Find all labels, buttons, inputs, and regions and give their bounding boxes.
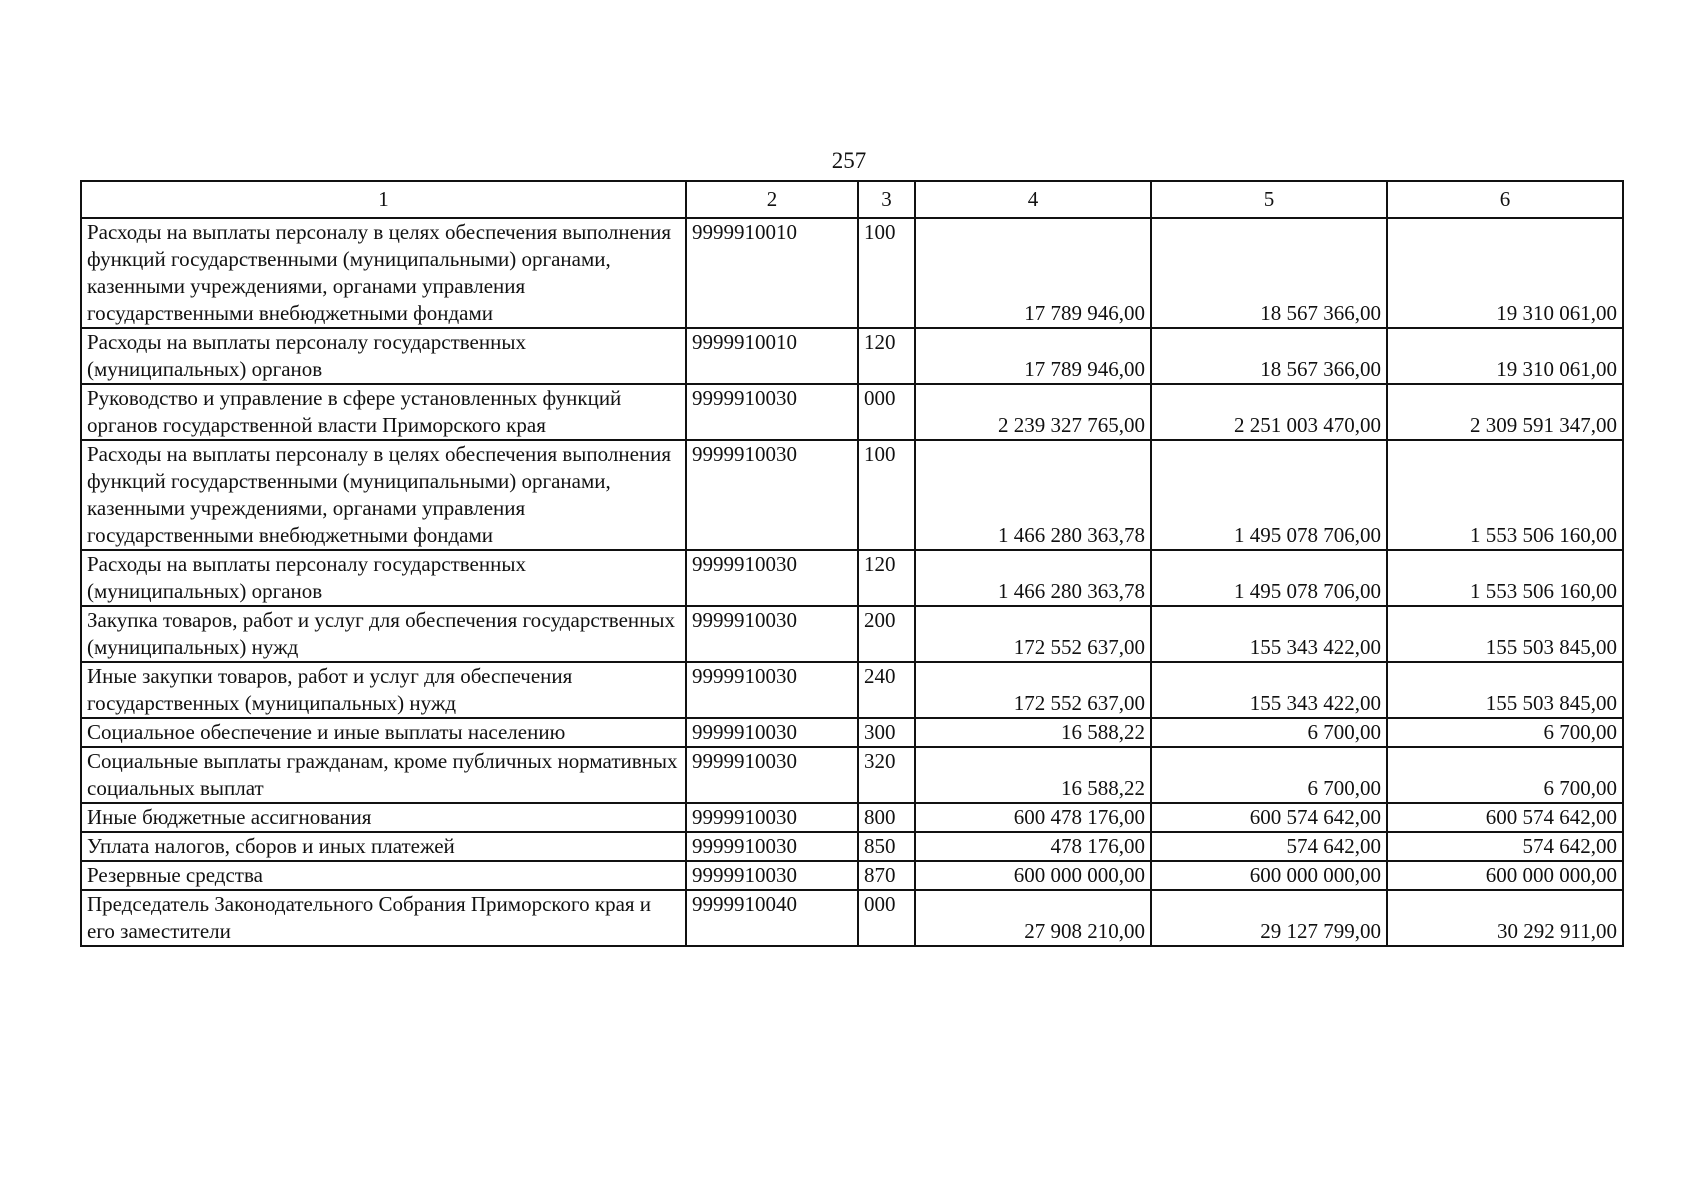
expense-description: Уплата налогов, сборов и иных платежей (81, 832, 686, 861)
table-row (81, 384, 1623, 440)
amount-col-6: 6 700,00 (1387, 718, 1623, 747)
amount-col-4: 478 176,00 (915, 832, 1151, 861)
table-row (81, 747, 1623, 803)
amount-col-6: 6 700,00 (1387, 747, 1623, 803)
expense-type-code: 200 (858, 606, 915, 662)
expense-description: Закупка товаров, работ и услуг для обеспечения государственных (муниципальных) нужд (81, 606, 686, 662)
amount-col-6: 600 000 000,00 (1387, 861, 1623, 890)
expense-type-code: 120 (858, 328, 915, 384)
expense-description: Иные бюджетные ассигнования (81, 803, 686, 832)
target-code: 9999910030 (686, 832, 858, 861)
target-code: 9999910030 (686, 718, 858, 747)
amount-col-4: 27 908 210,00 (915, 890, 1151, 946)
table-body (81, 218, 1623, 946)
expense-type-code: 240 (858, 662, 915, 718)
table-row (81, 803, 1623, 832)
table-row (81, 606, 1623, 662)
expense-type-code: 000 (858, 890, 915, 946)
amount-col-5: 1 495 078 706,00 (1151, 440, 1387, 550)
expense-type-code: 300 (858, 718, 915, 747)
amount-col-6: 19 310 061,00 (1387, 328, 1623, 384)
amount-col-5: 2 251 003 470,00 (1151, 384, 1387, 440)
amount-col-5: 155 343 422,00 (1151, 606, 1387, 662)
expense-type-code: 870 (858, 861, 915, 890)
target-code: 9999910030 (686, 803, 858, 832)
amount-col-5: 6 700,00 (1151, 747, 1387, 803)
amount-col-5: 18 567 366,00 (1151, 218, 1387, 328)
amount-col-4: 17 789 946,00 (915, 218, 1151, 328)
target-code: 9999910030 (686, 606, 858, 662)
table-row (81, 832, 1623, 861)
table-row (81, 662, 1623, 718)
budget-table (80, 180, 1624, 947)
amount-col-6: 1 553 506 160,00 (1387, 550, 1623, 606)
expense-description: Расходы на выплаты персоналу государственных (муниципальных) органов (81, 550, 686, 606)
amount-col-6: 574 642,00 (1387, 832, 1623, 861)
table-row (81, 550, 1623, 606)
expense-type-code: 800 (858, 803, 915, 832)
amount-col-4: 16 588,22 (915, 718, 1151, 747)
amount-col-5: 155 343 422,00 (1151, 662, 1387, 718)
expense-type-code: 320 (858, 747, 915, 803)
table-row (81, 440, 1623, 550)
target-code: 9999910010 (686, 328, 858, 384)
column-header: 3 (858, 181, 915, 218)
target-code: 9999910040 (686, 890, 858, 946)
table-row (81, 218, 1623, 328)
column-header: 6 (1387, 181, 1623, 218)
column-header: 5 (1151, 181, 1387, 218)
expense-description: Расходы на выплаты персоналу в целях обеспечения выполнения функций государственными (муниципальными) органами, казенными учреждениями, органами управления государственными внебюджетными фондами (81, 440, 686, 550)
target-code: 9999910030 (686, 550, 858, 606)
column-header: 2 (686, 181, 858, 218)
expense-description: Иные закупки товаров, работ и услуг для обеспечения государственных (муниципальных) нужд (81, 662, 686, 718)
expense-description: Резервные средства (81, 861, 686, 890)
header-row (81, 181, 1623, 218)
amount-col-5: 600 000 000,00 (1151, 861, 1387, 890)
amount-col-4: 1 466 280 363,78 (915, 440, 1151, 550)
amount-col-6: 2 309 591 347,00 (1387, 384, 1623, 440)
table-header (81, 181, 1623, 218)
expense-type-code: 850 (858, 832, 915, 861)
amount-col-4: 16 588,22 (915, 747, 1151, 803)
table-row (81, 328, 1623, 384)
table-row (81, 718, 1623, 747)
amount-col-6: 1 553 506 160,00 (1387, 440, 1623, 550)
amount-col-5: 6 700,00 (1151, 718, 1387, 747)
amount-col-5: 574 642,00 (1151, 832, 1387, 861)
target-code: 9999910030 (686, 384, 858, 440)
amount-col-6: 155 503 845,00 (1387, 606, 1623, 662)
amount-col-4: 2 239 327 765,00 (915, 384, 1151, 440)
expense-description: Руководство и управление в сфере установленных функций органов государственной власти Приморского края (81, 384, 686, 440)
target-code: 9999910030 (686, 440, 858, 550)
expense-type-code: 100 (858, 218, 915, 328)
expense-description: Социальное обеспечение и иные выплаты населению (81, 718, 686, 747)
amount-col-5: 18 567 366,00 (1151, 328, 1387, 384)
amount-col-4: 17 789 946,00 (915, 328, 1151, 384)
amount-col-6: 600 574 642,00 (1387, 803, 1623, 832)
expense-description: Расходы на выплаты персоналу в целях обеспечения выполнения функций государственными (муниципальными) органами, казенными учреждениями, органами управления государственными внебюджетными фондами (81, 218, 686, 328)
column-header: 4 (915, 181, 1151, 218)
amount-col-4: 600 478 176,00 (915, 803, 1151, 832)
expense-type-code: 120 (858, 550, 915, 606)
page-number: 257 (831, 148, 867, 173)
target-code: 9999910030 (686, 662, 858, 718)
expense-description: Расходы на выплаты персоналу государственных (муниципальных) органов (81, 328, 686, 384)
column-header: 1 (81, 181, 686, 218)
amount-col-5: 29 127 799,00 (1151, 890, 1387, 946)
expense-description: Председатель Законодательного Собрания Приморского края и его заместители (81, 890, 686, 946)
amount-col-4: 1 466 280 363,78 (915, 550, 1151, 606)
table-row (81, 861, 1623, 890)
amount-col-5: 1 495 078 706,00 (1151, 550, 1387, 606)
amount-col-6: 19 310 061,00 (1387, 218, 1623, 328)
amount-col-6: 155 503 845,00 (1387, 662, 1623, 718)
expense-type-code: 000 (858, 384, 915, 440)
target-code: 9999910030 (686, 861, 858, 890)
target-code: 9999910010 (686, 218, 858, 328)
amount-col-4: 172 552 637,00 (915, 662, 1151, 718)
amount-col-5: 600 574 642,00 (1151, 803, 1387, 832)
table-row (81, 890, 1623, 946)
amount-col-4: 600 000 000,00 (915, 861, 1151, 890)
amount-col-6: 30 292 911,00 (1387, 890, 1623, 946)
amount-col-4: 172 552 637,00 (915, 606, 1151, 662)
expense-description: Социальные выплаты гражданам, кроме публичных нормативных социальных выплат (81, 747, 686, 803)
expense-type-code: 100 (858, 440, 915, 550)
target-code: 9999910030 (686, 747, 858, 803)
